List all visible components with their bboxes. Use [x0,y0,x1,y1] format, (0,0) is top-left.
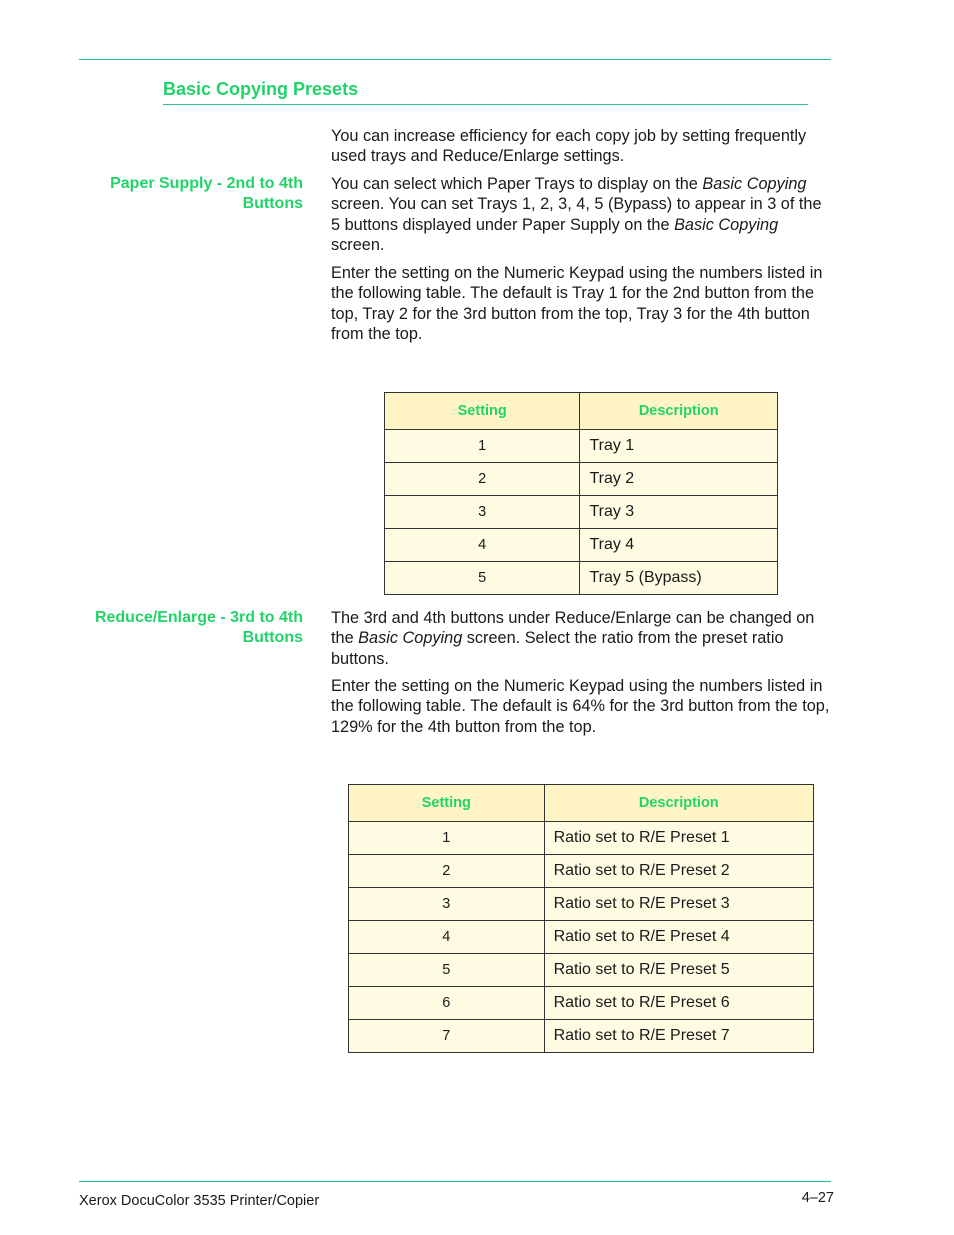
table-header-row [385,393,778,430]
table-row [385,529,778,562]
table-row [349,1020,814,1053]
description-cell: Tray 5 (Bypass) [580,562,778,595]
footer-product-name: Xerox DocuColor 3535 Printer/Copier [79,1193,320,1209]
description-cell: Tray 3 [580,496,778,529]
paper-supply-paragraph-2: Enter the setting on the Numeric Keypad using the numbers listed in the following table. The default is Tray 1 for the 2nd button from the top, Tray 2 for the 3rd button from the top, Tray 3 for the 4th button from the top. [331,264,823,343]
setting-column-header: Setting [385,393,580,430]
paper-supply-paragraph-1 [331,174,831,255]
reduce-enlarge-heading-line2: Buttons [242,629,303,646]
paper-supply-heading-line1: Paper Supply - 2nd to 4th [110,175,303,192]
description-cell: Tray 1 [580,430,778,463]
paper-supply-p1-text-c: screen. [331,235,385,254]
setting-cell: 3 [349,888,545,921]
setting-cell: 5 [385,562,580,595]
description-cell: Tray 2 [580,463,778,496]
table-row [349,921,814,954]
description-cell: Tray 4 [580,529,778,562]
reduce-enlarge-heading [40,608,303,648]
description-cell: Ratio set to R/E Preset 6 [544,987,813,1020]
table-row [385,463,778,496]
description-cell: Ratio set to R/E Preset 2 [544,855,813,888]
table-row [349,954,814,987]
description-cell: Ratio set to R/E Preset 1 [544,822,813,855]
paper-supply-p1-text-a: You can select which Paper Trays to display on the [331,175,703,193]
description-column-header: Description [544,785,813,822]
reduce-enlarge-table [348,784,814,1053]
table-row [349,822,814,855]
setting-cell: 2 [349,855,545,888]
description-column-header: Description [580,393,778,430]
description-cell: Ratio set to R/E Preset 4 [544,921,813,954]
section-title: Basic Copying Presets [163,79,359,99]
table-row [385,430,778,463]
reduce-enlarge-p1-emphasis: Basic Copying [358,629,463,648]
reduce-enlarge-paragraph-1 [331,608,831,669]
footer-page-number: 4–27 [801,1190,834,1206]
paper-supply-p1-emphasis-2: Basic Copying [674,215,779,234]
reduce-enlarge-p1-text-b: screen. Select the ratio from the preset ratio buttons. [331,629,784,668]
reduce-enlarge-heading-line1: Reduce/Enlarge - 3rd to 4th [94,609,303,626]
footer-rule [79,1181,831,1182]
reduce-enlarge-paragraph-2: Enter the setting on the Numeric Keypad using the numbers listed in the following table. The default is 64% for the 3rd button from the top, 129% for the 4th button from the top. [331,677,830,736]
setting-column-header: Setting [349,785,545,822]
setting-cell: 4 [349,921,545,954]
paper-supply-p1-emphasis-1: Basic Copying [702,175,807,193]
paper-supply-table [384,392,778,595]
setting-cell: 5 [349,954,545,987]
table-header-row [349,785,814,822]
setting-cell: 4 [385,529,580,562]
paper-supply-p1-text-b: screen. You can set Trays 1, 2, 3, 4, 5 (Bypass) to appear in 3 of the 5 buttons displayed under Paper Supply on the [331,195,822,234]
setting-cell: 3 [385,496,580,529]
setting-cell: 2 [385,463,580,496]
paper-supply-heading [40,174,303,214]
intro-paragraph: You can increase efficiency for each copy job by setting frequently used trays and Reduce/Enlarge settings. [331,127,807,166]
top-rule [79,59,831,60]
table-row [385,562,778,595]
description-cell: Ratio set to R/E Preset 5 [544,954,813,987]
setting-cell: 1 [385,430,580,463]
setting-cell: 7 [349,1020,545,1053]
description-cell: Ratio set to R/E Preset 3 [544,888,813,921]
table-row [349,855,814,888]
reduce-enlarge-p1-text-a: The 3rd and 4th buttons under Reduce/Enlarge can be changed on the [331,609,815,648]
setting-cell: 6 [349,987,545,1020]
description-cell: Ratio set to R/E Preset 7 [544,1020,813,1053]
table-row [349,888,814,921]
table-row [349,987,814,1020]
paper-supply-heading-line2: Buttons [242,195,303,212]
table-row [385,496,778,529]
setting-cell: 1 [349,822,545,855]
section-title-underline [163,104,808,105]
